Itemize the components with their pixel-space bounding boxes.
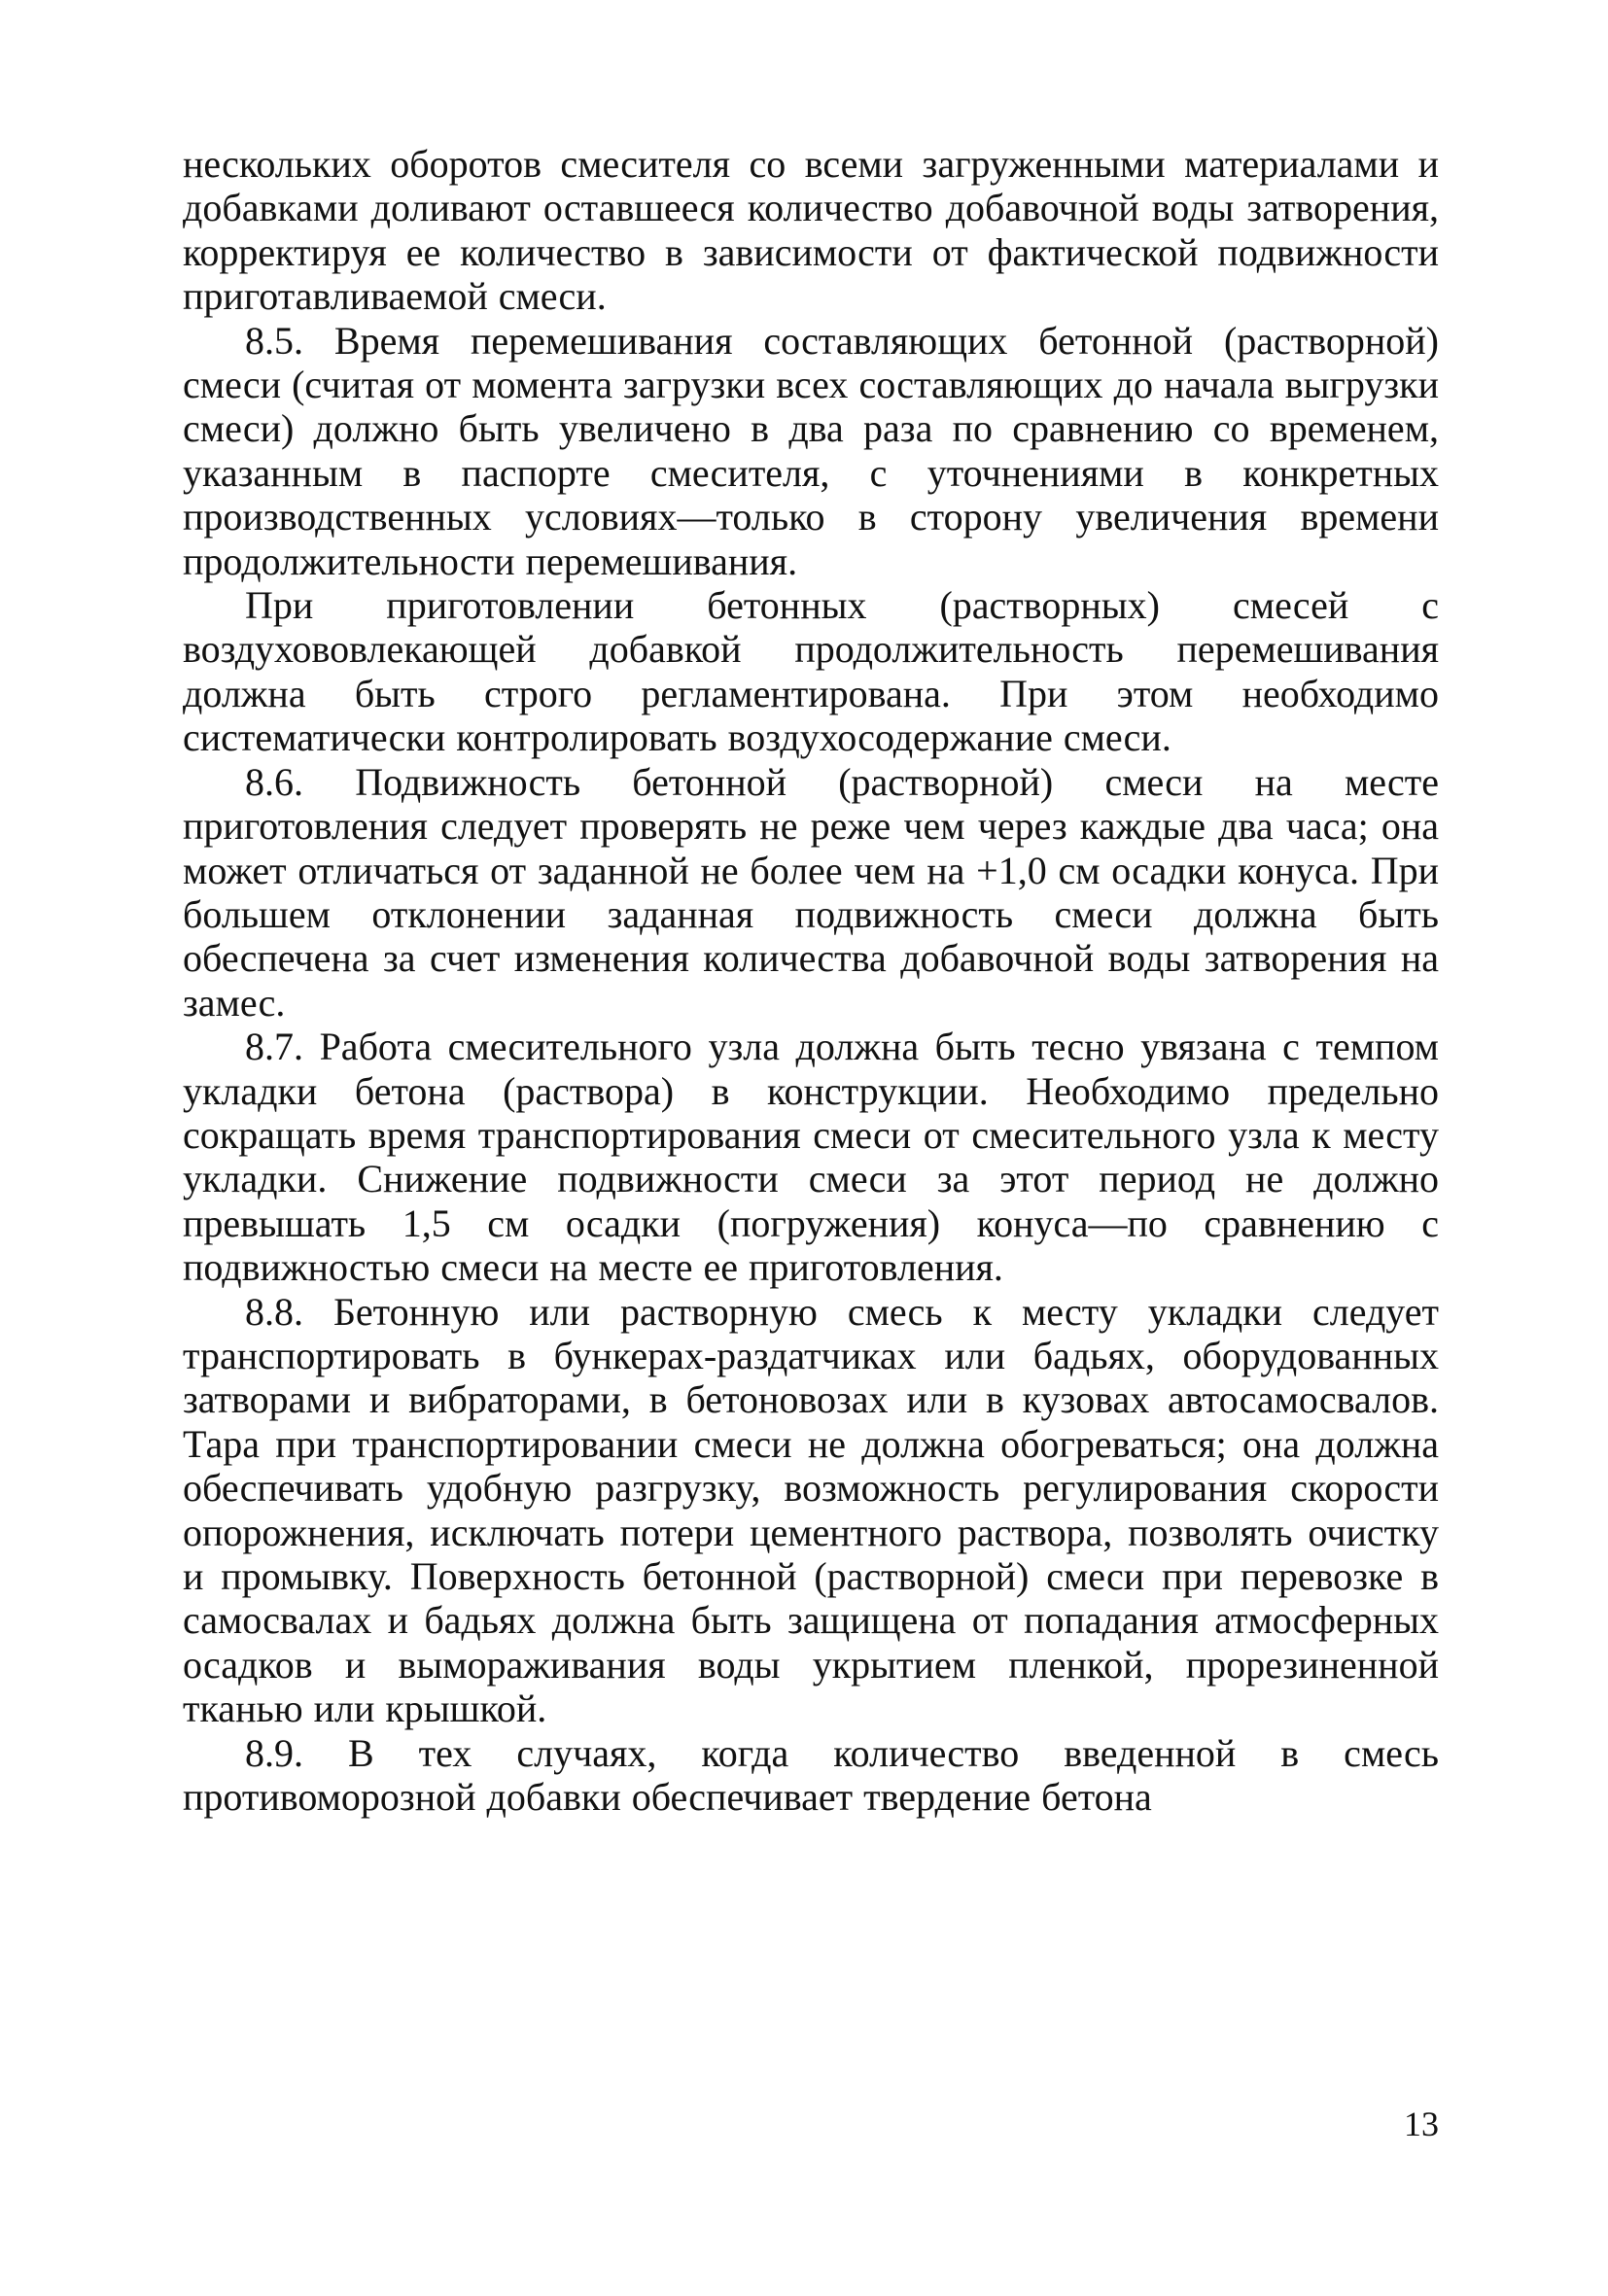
paragraph-8-9 bbox=[183, 1731, 1439, 1820]
paragraph-text: При приготовлении бетонных (растворных) смесей с воздухововлекающей добавкой продолжительность перемешивания должна быть строго регламентирована. При этом необходимо систематически контролировать воздухосодержание смеси. bbox=[183, 583, 1439, 760]
paragraph-text: Подвижность бетонной (растворной) смеси на месте приготовления следует проверять не реже чем через каждые два часа; она может отличаться от заданной не более чем на +1,0 см осадки конуса. При большем отклонении заданная подвижность смеси должна быть обеспечена за счет изменения количества добавочной воды затворения на замес. bbox=[183, 759, 1439, 1025]
section-number: 8.9. bbox=[245, 1730, 303, 1775]
paragraph-text: Время перемешивания составляющих бетонной (растворной) смеси (считая от момента загрузки всех составляющих до начала выгрузки смеси) должно быть увеличено в два раза по сравнению со временем, указанным в паспорте смесителя, с уточнениями в конкретных производственных условиях—только в сторону увеличения времени продолжительности перемешивания. bbox=[183, 318, 1440, 583]
paragraph-text: В тех случаях, когда количество введенной в смесь противоморозной добавки обеспечивает твердение бетона bbox=[183, 1730, 1439, 1820]
paragraph-8-5 bbox=[183, 319, 1439, 583]
section-number: 8.8. bbox=[245, 1289, 303, 1334]
page-number: 13 bbox=[1404, 2105, 1439, 2143]
paragraph-text: Бетонную или растворную смесь к месту укладки следует транспортировать в бункерах-раздатчиках или бадьях, оборудованных затворами и вибраторами, в бетоновозах или в кузовах автосамосвалов. Тара при транспортировании смеси не должна обогреваться; она должна обеспечивать удобную разгрузку, возможность регулирования скорости опорожнения, исключать потери цементного раствора, позволять очистку и промывку. Поверхность бетонной (растворной) смеси при перевозке в самосвалах и бадьях должна быть защищена от попадания атмосферных осадков и вымораживания воды укрытием пленкой, прорезиненной тканью или крышкой. bbox=[183, 1289, 1440, 1731]
paragraph-text: Работа смесительного узла должна быть тесно увязана с темпом укладки бетона (раствора) в конструкции. Необходимо предельно сокращать время транспортирования смеси от смесительного узла к месту укладки. Снижение подвижности смеси за этот период не должно превышать 1,5 см осадки (погружения) конуса—по сравнению с подвижностью смеси на месте ее приготовления. bbox=[183, 1025, 1439, 1290]
paragraph-air-entraining bbox=[183, 583, 1439, 760]
paragraph-8-6 bbox=[183, 760, 1439, 1025]
paragraph-continuation bbox=[183, 142, 1439, 319]
section-number: 8.6. bbox=[245, 759, 303, 804]
text-block bbox=[183, 142, 1439, 1819]
section-number: 8.7. bbox=[245, 1025, 303, 1069]
page-body bbox=[183, 142, 1439, 1819]
paragraph-text: нескольких оборотов смесителя со всеми загруженными материалами и добавками доливают оставшееся количество добавочной воды затворения, корректируя ее количество в зависимости от фактической подвижности приготавливаемой смеси. bbox=[183, 142, 1439, 319]
section-number: 8.5. bbox=[245, 318, 303, 363]
paragraph-8-7 bbox=[183, 1025, 1439, 1289]
paragraph-8-8 bbox=[183, 1290, 1439, 1731]
